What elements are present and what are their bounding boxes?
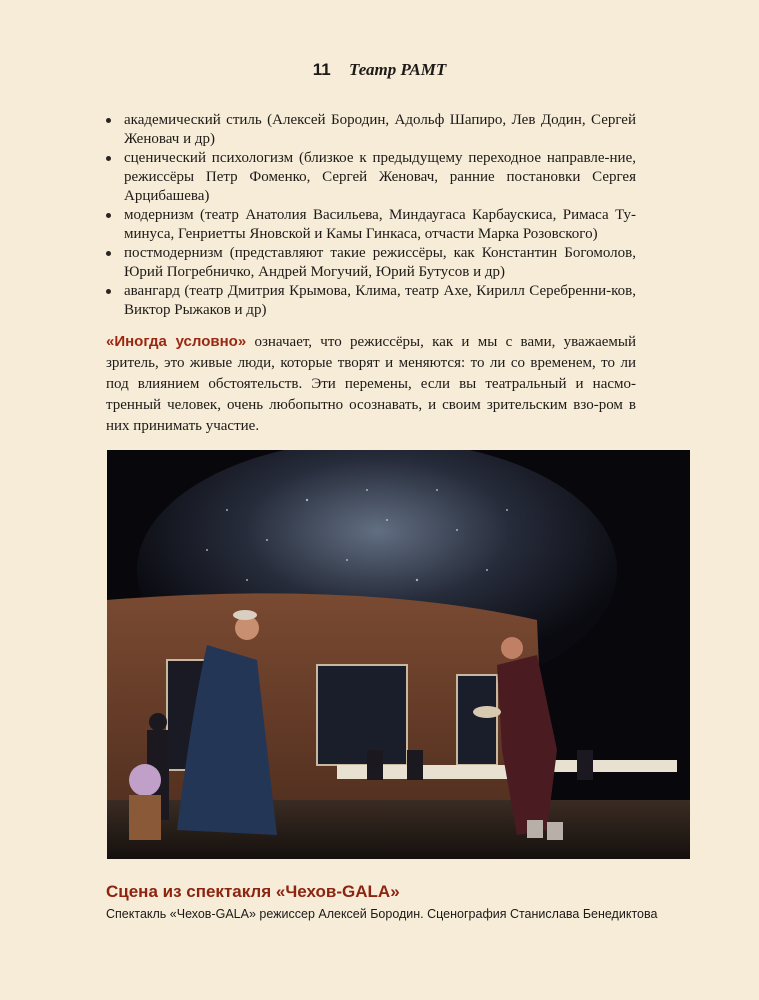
highlight-phrase: «Иногда условно» <box>106 333 247 350</box>
style-list <box>106 111 636 320</box>
photo-illustration <box>107 450 690 859</box>
photo-caption-text: Спектакль «Чехов-GALA» режиссер Алексей Бородин. Сценография Станислава Бенедиктова <box>106 907 658 921</box>
list-item-text: академический стиль (Алексей Бородин, Адольф Шапиро, Лев Додин, Сергей Женовач и др) <box>124 112 636 147</box>
list-item <box>106 244 636 282</box>
bullet-icon <box>106 213 111 218</box>
photo-caption-title: Сцена из спектакля «Чехов-GALA» <box>106 882 400 901</box>
bullet-icon <box>106 289 111 294</box>
page-number: 11 <box>312 60 331 79</box>
list-item-text: постмодернизм (представляют такие режиссёры, как Константин Богомолов, Юрий Погребничко, Андрей Могучий, Юрий Бутусов и др) <box>124 245 636 280</box>
list-item-text: авангард (театр Дмитрия Крымова, Клима, театр Ахе, Кирилл Серебренни-ков, Виктор Рыжаков и др) <box>124 283 636 318</box>
bullet-icon <box>106 251 111 256</box>
body-paragraph <box>106 331 636 437</box>
theatre-scene-photo <box>107 450 690 859</box>
bullet-icon <box>106 118 111 123</box>
list-item-text: модернизм (театр Анатолия Васильева, Миндаугаса Карбаускиса, Римаса Ту-минуса, Генриетты Яновской и Камы Гинкаса, отчасти Марка Розовского) <box>124 207 636 242</box>
list-item <box>106 206 636 244</box>
list-item <box>106 282 636 320</box>
section-title: Театр РАМТ <box>348 60 447 79</box>
list-item <box>106 111 636 149</box>
list-item <box>106 149 636 206</box>
paragraph-text: означает, что режиссёры, как и мы с вами, уважаемый зритель, это живые люди, которые творят и меняются: то ли со временем, то ли под влиянием обстоятельств. Эти перемены, если вы театральный и насмо-тренный человек, очень любопытно осознавать, и своим зрительским взо-ром в них принимать участие. <box>106 334 636 434</box>
page-header <box>0 60 759 80</box>
list-item-text: сценический психологизм (близкое к предыдущему переходное направле-ние, режиссёры Петр Фоменко, Сергей Женовач, ранние постановки Сергея Арцибашева) <box>124 150 636 204</box>
bullet-icon <box>106 156 111 161</box>
